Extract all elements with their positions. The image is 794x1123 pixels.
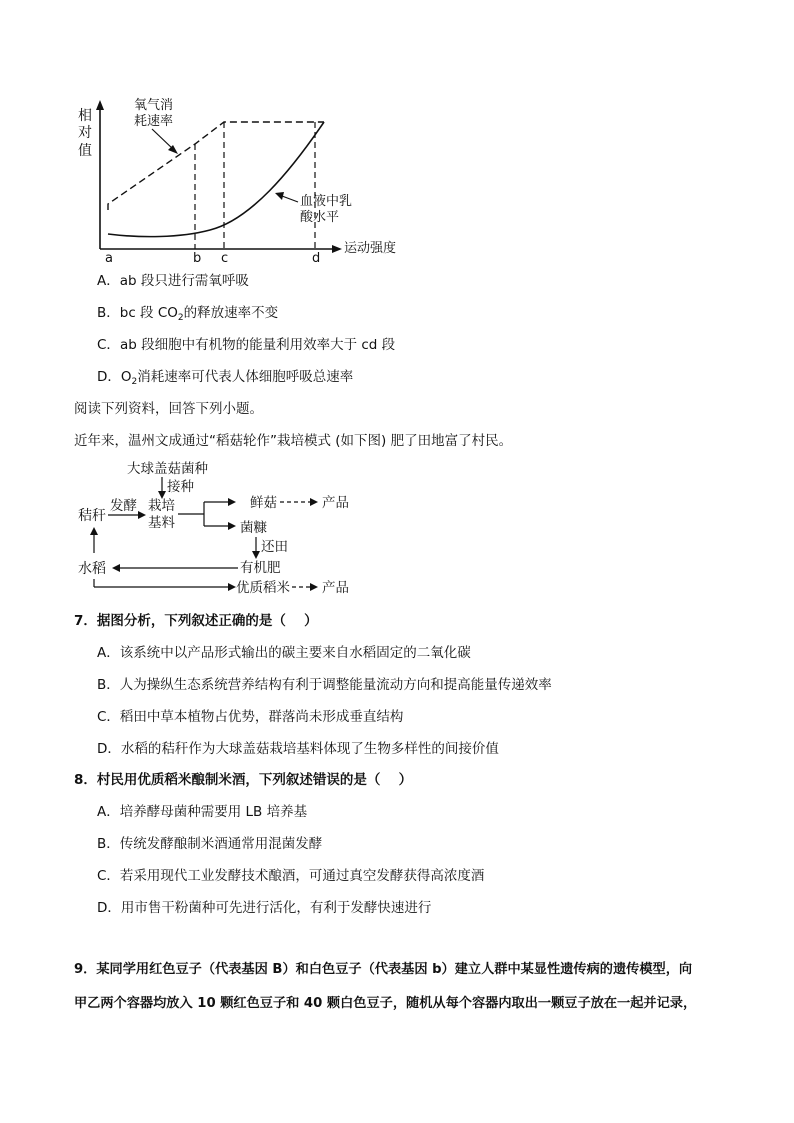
y-axis-label-1: 相 bbox=[78, 108, 92, 124]
q8-option-b: B．传统发酵酿制米酒通常用混菌发酵 bbox=[97, 836, 323, 852]
q7-option-c: C．稻田中草本植物占优势，群落尚未形成垂直结构 bbox=[97, 709, 404, 725]
q8-option-a: A．培养酵母菌种需要用 LB 培养基 bbox=[97, 804, 308, 820]
residue-arrow bbox=[228, 522, 236, 530]
intro-instruction: 阅读下列资料，回答下列小题。 bbox=[74, 401, 263, 417]
y-axis-label-3: 值 bbox=[78, 143, 92, 159]
oxygen-label-2: 耗速率 bbox=[134, 114, 174, 129]
q8-option-d: D．用市售干粉菌种可先进行活化，有利于发酵快速进行 bbox=[97, 900, 432, 916]
q7-option-d: D．水稻的秸秆作为大球盖菇栽培基料体现了生物多样性的间接价值 bbox=[97, 741, 499, 757]
return-field-label: 还田 bbox=[261, 539, 288, 555]
lactate-pointer bbox=[282, 196, 298, 202]
q9-stem-line2: 甲乙两个容器均放入 10 颗红色豆子和 40 颗白色豆子，随机从每个容器内取出一颗豆子放在一起并记录， bbox=[74, 996, 697, 1011]
x-axis-label: 运动强度 bbox=[344, 241, 397, 256]
product1-arrow bbox=[310, 498, 318, 506]
q7-option-a: A．该系统中以产品形式输出的碳主要来自水稻固定的二氧化碳 bbox=[97, 645, 471, 661]
quality-rice-arrow bbox=[228, 583, 236, 591]
product2-label: 产品 bbox=[322, 580, 349, 596]
q7-stem: 7．据图分析，下列叙述正确的是（ ） bbox=[74, 613, 318, 629]
y-axis-arrow bbox=[96, 100, 104, 110]
inoculate-label: 接种 bbox=[167, 479, 194, 495]
ferment-label: 发酵 bbox=[110, 498, 137, 514]
q9-stem-line1: 9．某同学用红色豆子（代表基因 B）和白色豆子（代表基因 b）建立人群中某显性遗传病的遗传模型，向 bbox=[74, 962, 693, 977]
exercise-intensity-figure bbox=[70, 92, 410, 267]
x-tick-b: b bbox=[193, 251, 202, 266]
x-tick-c: c bbox=[221, 251, 229, 266]
intro-material: 近年来，温州文成通过“稻菇轮作”栽培模式 (如下图) 肥了田地富了村民。 bbox=[74, 433, 513, 449]
x-axis-arrow bbox=[332, 245, 342, 253]
q8-stem: 8．村民用优质稻米酿制米酒，下列叙述错误的是（ ） bbox=[74, 772, 413, 788]
q7-option-b: B．人为操纵生态系统营养结构有利于调整能量流动方向和提高能量传递效率 bbox=[97, 677, 552, 693]
q6-option-b: B．bc 段 $CO_2$的释放速率不变 bbox=[97, 305, 279, 323]
oxygen-pointer bbox=[152, 129, 174, 150]
fertilizer-arrow bbox=[112, 564, 120, 572]
q6-option-c: C．ab 段细胞中有机物的能量利用效率大于 cd 段 bbox=[97, 337, 396, 353]
organic-fertilizer-label: 有机肥 bbox=[240, 560, 281, 576]
oxygen-label-1: 氧气消 bbox=[134, 98, 174, 113]
quality-rice-label: 优质稻米 bbox=[236, 580, 290, 596]
straw-label: 秸秆 bbox=[78, 508, 106, 524]
lactate-label-2: 酸水平 bbox=[300, 210, 340, 225]
substrate-label-2: 基料 bbox=[148, 515, 175, 531]
product1-label: 产品 bbox=[322, 495, 349, 511]
rice-label: 水稻 bbox=[78, 561, 106, 577]
residue-label: 菌糠 bbox=[240, 520, 267, 536]
lactate-pointer-arrow bbox=[275, 192, 284, 200]
fresh-mushroom-label: 鲜菇 bbox=[250, 495, 277, 511]
return-arrow bbox=[252, 551, 260, 559]
x-tick-a: a bbox=[105, 251, 113, 266]
q6-option-d: D．$O_2$消耗速率可代表人体细胞呼吸总速率 bbox=[97, 369, 354, 387]
q6-option-a: A．ab 段只进行需氧呼吸 bbox=[97, 273, 249, 289]
blood-lactate-curve bbox=[108, 122, 324, 237]
product2-arrow bbox=[310, 583, 318, 591]
seed-label: 大球盖菇菌种 bbox=[127, 461, 208, 477]
substrate-label-1: 栽培 bbox=[148, 498, 175, 514]
y-axis-label-2: 对 bbox=[78, 125, 92, 141]
q8-option-c: C．若采用现代工业发酵技术酿酒，可通过真空发酵获得高浓度酒 bbox=[97, 868, 485, 884]
fresh-arrow bbox=[228, 498, 236, 506]
lactate-label-1: 血液中乳 bbox=[300, 194, 353, 209]
x-tick-d: d bbox=[312, 251, 321, 266]
rice-mushroom-rotation-diagram bbox=[70, 455, 370, 600]
ferment-arrow bbox=[138, 511, 146, 519]
rice-to-straw-arrow bbox=[90, 527, 98, 535]
